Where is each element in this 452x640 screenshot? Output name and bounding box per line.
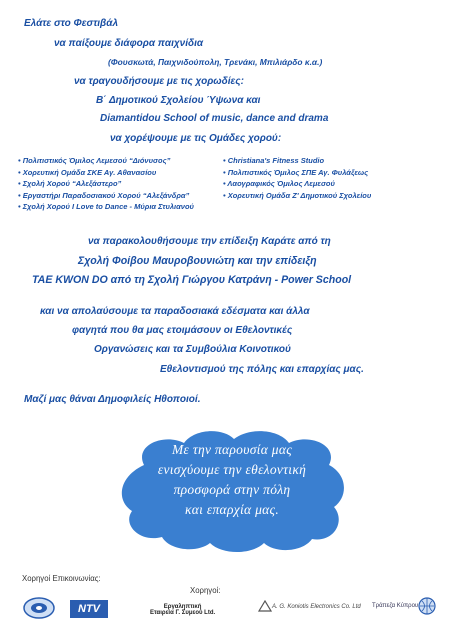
actors-line: Μαζί μας θάναι Δημοφιλείς Ηθοποιοί. xyxy=(24,394,201,405)
cloud-message xyxy=(114,440,350,520)
intro-line-5: Β΄ Δημοτικού Σχολείου Ύψωνα και xyxy=(96,95,261,106)
globe-logo-icon xyxy=(22,596,56,620)
dance-group: • Εργαστήρι Παραδοσιακού Χορού “Αλεξάνδρα” xyxy=(18,190,190,200)
intro-line-2: να παίξουμε διάφορα παιχνίδια xyxy=(54,38,204,49)
dance-group: • Χορευτική Ομάδα ΣΚΕ Αγ. Αθανασίου xyxy=(18,167,157,177)
dance-groups-left xyxy=(18,156,223,212)
ergo-line-1: Εργαληπτική xyxy=(163,604,202,610)
cloud-line-3: προσφορά στην πόλη xyxy=(173,482,291,497)
food-line-3: Οργανώσεις και τα Συμβούλια Κοινοτικού xyxy=(94,344,291,355)
ergo-line-2: Εταιρεία Γ. Συμεού Ltd. xyxy=(150,610,216,616)
bank-name: Τράπεζα Κύπρου xyxy=(372,603,419,609)
karate-line-1: να παρακολουθήσουμε την επίδειξη Καράτε από τη xyxy=(88,236,331,247)
dance-group: • Christiana's Fitness Studio xyxy=(223,156,325,165)
dance-group: • Σχολή Χορού “Αλεξάστερο” xyxy=(18,179,122,189)
bank-logo-icon xyxy=(418,597,436,615)
food-line-2: φαγητά που θα μας ετοιμάσουν οι Εθελοντικές xyxy=(72,325,293,336)
ergo-company xyxy=(150,604,215,616)
sponsors-label: Χορηγοί: xyxy=(190,586,221,595)
electronics-logo-icon xyxy=(258,600,272,612)
ntv-logo: NTV xyxy=(70,600,108,618)
intro-line-4: να τραγουδήσουμε με τις χορωδίες: xyxy=(74,76,244,87)
dance-group: • Πολιτιστικός Όμιλος Λεμεσού “Διόνυσος” xyxy=(18,156,171,165)
dance-group: • Χορευτική Ομάδα Ζ' Δημοτικού Σχολείου xyxy=(223,190,372,200)
karate-line-2: Σχολή Φοίβου Μαυροβουνιώτη και την επίδειξη xyxy=(78,255,317,267)
cloud-line-1: Με την παρουσία μας xyxy=(171,442,293,457)
intro-line-6: Diamantidou School of music, dance and drama xyxy=(100,113,329,124)
karate-line-3: TAE KWON DO από τη Σχολή Γιώργου Κατράνη - Power School xyxy=(32,274,352,286)
dance-group: • Λαογραφικός Όμιλος Λεμεσού xyxy=(223,179,335,189)
dance-groups-right xyxy=(223,156,371,212)
food-line-4: Εθελοντισμού της πόλης και επαρχίας μας. xyxy=(160,364,364,375)
cloud-line-4: και επαρχία μας. xyxy=(184,502,279,517)
communication-sponsors-label: Χορηγοί Επικοινωνίας: xyxy=(22,574,101,583)
cloud-line-2: ενισχύουμε την εθελοντική xyxy=(157,462,307,477)
food-line-1: και να απολαύσουμε τα παραδοσιακά εδέσματα και άλλα xyxy=(40,306,310,317)
dance-group: • Σχολή Χορού I Love to Dance - Μύρια Στυλιανού xyxy=(18,202,194,212)
intro-line-3: (Φουσκωτά, Παιχνιδούπολη, Τρενάκι, Μπιλιάρδο κ.α.) xyxy=(108,57,323,67)
dance-groups xyxy=(18,156,438,212)
dance-group: • Πολιτιστικός Όμιλος ΣΠΕ Αγ. Φυλάξεως xyxy=(223,167,369,177)
intro-line-7: να χορέψουμε με τις Ομάδες χορού: xyxy=(110,133,282,144)
intro-line-1: Ελάτε στο Φεστιβάλ xyxy=(24,18,119,29)
electronics-company: Α. G. Koniotis Electronics Co. Ltd xyxy=(272,604,361,610)
